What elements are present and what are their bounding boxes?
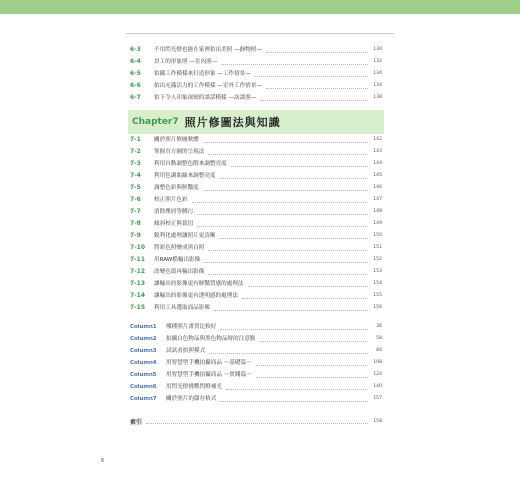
entry-title: 利用自動調整色階來調整亮度 [154,161,227,167]
entry-page: 146 [373,185,382,190]
entry-number: 7-10 [130,244,146,251]
toc-entry [130,158,382,170]
dot-leader [214,310,368,311]
dot-leader [197,214,368,215]
entry-title: 拍出充滿活力的工作模樣 —室外工作情景— [154,83,263,89]
column-page: 140 [373,384,382,389]
dot-leader [220,238,368,239]
entry-page: 134 [373,71,382,76]
column-page: 108 [373,360,382,365]
dot-leader [208,250,368,251]
dot-leader [192,202,368,203]
chapter-label: Chapter7 [132,117,179,127]
column-number: Column2 [130,336,157,342]
column-title: 哪種照片畫質比較好 [166,324,217,330]
entry-title: 拍攝工作模樣來打造形象 —工作情景— [154,71,251,77]
column-page: 157 [373,396,382,401]
page-number: 6 [101,458,105,464]
dot-leader [260,341,368,342]
entry-page: 130 [373,47,382,52]
dot-leader [209,353,368,354]
entry-page: 154 [373,281,382,286]
toc-entry [130,146,382,158]
column-entry [130,381,382,393]
toc-entry [130,68,382,80]
entry-title: 讓輸出的影像更有鮮豔質感的處理法 [154,281,244,287]
column-number: Column3 [130,348,157,354]
header-rule [126,33,394,34]
dot-leader [220,178,368,179]
column-entry [130,393,382,405]
entry-number: 7-5 [130,184,141,191]
entry-number: 7-12 [130,268,146,275]
entry-number: 6-6 [130,82,141,89]
dot-leader [203,190,368,191]
toc-entry [130,206,382,218]
dot-leader [221,64,368,65]
entry-page: 151 [373,245,382,250]
entry-number: 7-9 [130,232,141,239]
toc-entry [130,92,382,104]
toc-entry [130,266,382,278]
dot-leader [256,365,368,366]
top-color-bar [0,0,520,14]
dot-leader [266,52,368,53]
dot-leader [197,226,368,227]
toc-entry [130,44,382,56]
entry-page: 132 [373,59,382,64]
dot-leader [256,377,368,378]
dot-leader [204,262,368,263]
entry-number: 7-13 [130,280,146,287]
entry-page: 152 [373,257,382,262]
chapter-title: 照片修圖法與知識 [184,116,281,129]
entry-number: 6-4 [130,58,141,65]
entry-page: 134 [373,83,382,88]
column-title: 用智慧型手機拍攝商品 ～實踐篇～ [166,372,252,378]
entry-number: 7-4 [130,172,141,179]
toc-entry [130,254,382,266]
dot-leader [208,274,368,275]
entry-page: 150 [373,233,382,238]
toc-entry [130,230,382,242]
entry-page: 147 [373,197,382,202]
entry-number: 7-15 [130,304,146,311]
dot-leader [220,329,368,330]
entry-title: 傾斜校正與裁切 [154,221,194,227]
entry-title: 員工的形象照 —室內照— [154,59,218,65]
column-number: Column7 [130,396,157,402]
index-entry [130,415,382,427]
toc-entry [130,134,382,146]
column-page: 36 [376,324,382,329]
entry-page: 138 [373,95,382,100]
entry-title: 用RAW檔輸出影像 [154,257,201,263]
dot-leader [226,389,368,390]
toc-entry [130,194,382,206]
dot-leader [146,423,368,424]
entry-title: 消除塵屑等髒污 [154,209,194,215]
toc-entry [130,56,382,68]
entry-number: 6-7 [130,94,141,101]
entry-page: 142 [373,137,382,142]
column-title: 拍攝白色物品與黑色物品時的注意點 [166,336,256,342]
toc-entry [130,302,382,314]
column-page: 124 [373,372,382,377]
dot-leader [220,401,368,402]
dot-leader [255,76,368,77]
column-title: 關於照片的儲存格式 [166,396,217,402]
entry-page: 145 [373,173,382,178]
entry-title: 掌握直方圖的呈現法 [154,149,205,155]
toc-entry [130,170,382,182]
column-entry [130,357,382,369]
entry-title: 不用閃光燈也能在家裡拍出美照 —靜物照— [154,47,263,53]
entry-number: 6-5 [130,70,141,77]
toc-entry [130,218,382,230]
entry-title: 將彩色照變成黑白照 [154,245,205,251]
chapter-heading [128,110,384,134]
toc-entry [130,80,382,92]
dot-leader [208,154,368,155]
entry-title: 讓輸出的影像更有透明感的處理法 [154,293,238,299]
dot-leader [231,166,368,167]
toc-entry [130,182,382,194]
column-entry [130,321,382,333]
entry-page: 148 [373,209,382,214]
entry-title: 改變色溫再輸出影像 [154,269,205,275]
dot-leader [203,142,368,143]
column-title: 試試看拍照模式 [166,348,206,354]
entry-number: 7-7 [130,208,141,215]
toc-entry [130,290,382,302]
dot-leader [260,100,368,101]
entry-title: 利用工具選取商品影像 [154,305,210,311]
column-title: 用閃光燈挑戰閃燈補光 [166,384,222,390]
entry-title: 銳利化處理讓照片更清晰 [154,233,216,239]
column-entry [130,333,382,345]
entry-title: 校正照片色彩 [154,197,188,203]
entry-page: 153 [373,269,382,274]
entry-number: 7-14 [130,292,146,299]
dot-leader [266,88,368,89]
entry-title: 關於照片修圖軟體 [154,137,199,143]
entry-number: 7-1 [130,136,141,143]
entry-number: 7-8 [130,220,141,227]
dot-leader [248,286,368,287]
column-entry [130,369,382,381]
entry-page: 155 [373,293,382,298]
index-label: 索引 [130,418,143,426]
entry-page: 143 [373,149,382,154]
entry-page: 149 [373,221,382,226]
entry-number: 7-3 [130,160,141,167]
entry-number: 6-3 [130,46,141,53]
entry-title: 拍下令人印象深刻的談話模樣 —訪談照— [154,95,257,101]
column-page: 84 [376,348,382,353]
entry-number: 7-2 [130,148,141,155]
column-title: 用智慧型手機拍攝商品 ～基礎篇～ [166,360,252,366]
entry-page: 144 [373,161,382,166]
toc-entry [130,242,382,254]
column-page: 58 [376,336,382,341]
entry-page: 156 [373,305,382,310]
entry-title: 利用色調曲線來調整亮度 [154,173,216,179]
column-number: Column4 [130,360,157,366]
column-entry [130,345,382,357]
entry-number: 7-6 [130,196,141,203]
column-number: Column1 [130,324,157,330]
column-number: Column5 [130,372,157,378]
column-number: Column6 [130,384,157,390]
dot-leader [242,298,368,299]
entry-number: 7-11 [130,256,146,263]
toc-entry [130,278,382,290]
index-page: 158 [373,418,382,424]
entry-title: 調整色彩與鮮豔度 [154,185,199,191]
